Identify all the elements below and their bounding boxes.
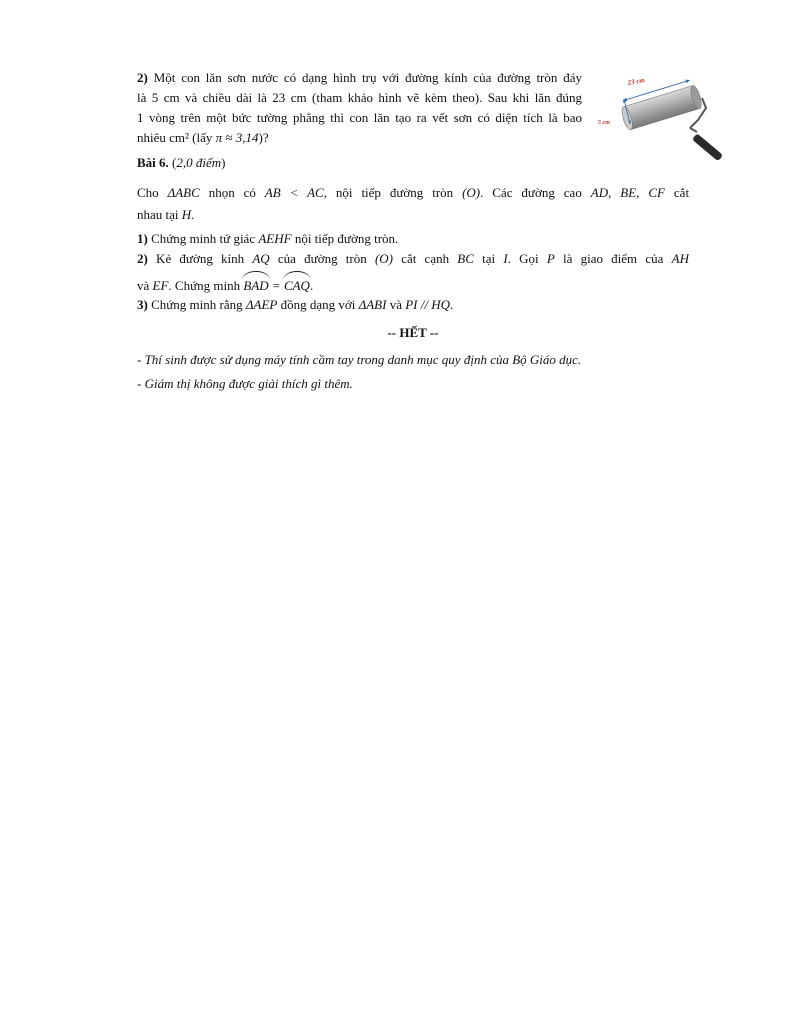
problem6-intro-line2 <box>137 205 194 225</box>
point-h: H <box>181 207 192 222</box>
part-text: đồng dạng với <box>277 297 359 312</box>
part-text: và <box>386 297 406 312</box>
point-p: P <box>546 251 555 266</box>
triangle-abc: ΔABC <box>167 185 200 200</box>
problem5-part2-line4 <box>137 128 269 148</box>
intro-text: . Các đường cao <box>480 185 591 200</box>
problem6-part3 <box>137 295 453 315</box>
part-text: . Gọi <box>507 251 547 266</box>
paint-roller-figure <box>594 72 734 168</box>
problem5-part2-line2 <box>137 88 582 108</box>
circle-o: (O) <box>374 251 393 266</box>
altitude-ad: AD <box>590 185 609 200</box>
problem6-heading <box>137 153 226 173</box>
end-mark: -- HẾT -- <box>387 325 439 340</box>
segment-ah: AH <box>671 251 689 266</box>
part-text: và <box>137 278 153 293</box>
part-text: cắt cạnh <box>392 251 458 266</box>
problem-text: nhiêu cm² (lấy <box>137 130 216 145</box>
part-text: . Chứng minh <box>168 278 244 293</box>
circle-o: (O) <box>462 185 481 200</box>
points-open: ( <box>172 155 177 170</box>
triangle-abi: ΔABI <box>358 297 387 312</box>
problem6-points: 2,0 điểm <box>176 155 222 170</box>
problem6-intro-line1 <box>137 183 689 203</box>
altitude-be: BE <box>620 185 637 200</box>
angle-bad: BAD <box>243 273 268 296</box>
points-close: ) <box>221 155 226 170</box>
diameter-label: 5 cm <box>598 120 610 126</box>
pi-expression: π ≈ 3,14 <box>215 130 259 145</box>
problem-text: )? <box>258 130 269 145</box>
intro-text: . <box>191 207 195 222</box>
equals-sign: = <box>268 278 284 293</box>
part-text: Chứng minh tứ giác <box>147 231 259 246</box>
part-text: là giao điểm của <box>554 251 672 266</box>
problem5-part2-line1 <box>137 68 582 88</box>
part-text: nội tiếp đường tròn. <box>291 231 399 246</box>
triangle-aep: ΔAEP <box>245 297 278 312</box>
intro-text: nhọn có <box>199 185 265 200</box>
problem-text: 1 vòng trên một bức tường phẳng thì con lăn tạo ra vết sơn có diện tích là bao <box>137 110 582 125</box>
segment-ef: EF <box>152 278 169 293</box>
part-text: tại <box>473 251 504 266</box>
part-number: 2) <box>137 70 148 85</box>
note-invigilator: - Giám thị không được giải thích gì thêm. <box>137 376 353 391</box>
part-text: Kẻ đường kính <box>147 251 253 266</box>
problem-text: là 5 cm và chiều dài là 23 cm (tham khảo hình vẽ kèm theo). Sau khi lăn đúng <box>137 90 582 105</box>
part-text: . <box>450 297 454 312</box>
length-label: 23 cm <box>626 76 646 87</box>
problem6-part1 <box>137 229 398 249</box>
intro-text: , <box>608 185 621 200</box>
point-i: I <box>503 251 508 266</box>
problem5-part2-line3 <box>137 108 582 128</box>
angle-caq: CAQ <box>284 273 310 296</box>
intro-text: nhau tại <box>137 207 182 222</box>
part-number: 1) <box>137 231 148 246</box>
inequality-ab-ac: AB < AC <box>264 185 324 200</box>
part-text: của đường tròn <box>269 251 375 266</box>
intro-text: cắt <box>664 185 690 200</box>
note-calculator: - Thí sinh được sử dụng máy tính cầm tay trong danh mục quy định của Bộ Giáo dục. <box>137 352 582 367</box>
intro-text: , nội tiếp đường tròn <box>323 185 463 200</box>
part-text: Chứng minh rằng <box>147 297 246 312</box>
problem6-part2-line1 <box>137 249 689 269</box>
part-text: . <box>309 278 314 293</box>
intro-text: Cho <box>137 185 168 200</box>
problem6-title: Bài 6. <box>137 155 169 170</box>
part-number: 3) <box>137 297 148 312</box>
quad-aehf: AEHF <box>258 231 292 246</box>
altitude-cf: CF <box>648 185 665 200</box>
diameter-aq: AQ <box>252 251 270 266</box>
intro-text: , <box>636 185 649 200</box>
part-number: 2) <box>137 251 148 266</box>
side-bc: BC <box>457 251 474 266</box>
parallel-pi-hq: PI // HQ <box>405 297 451 312</box>
problem6-part2-line2 <box>137 273 313 296</box>
problem-text: Một con lăn sơn nước có dạng hình trụ với đường kính của đường tròn đáy <box>153 70 582 85</box>
